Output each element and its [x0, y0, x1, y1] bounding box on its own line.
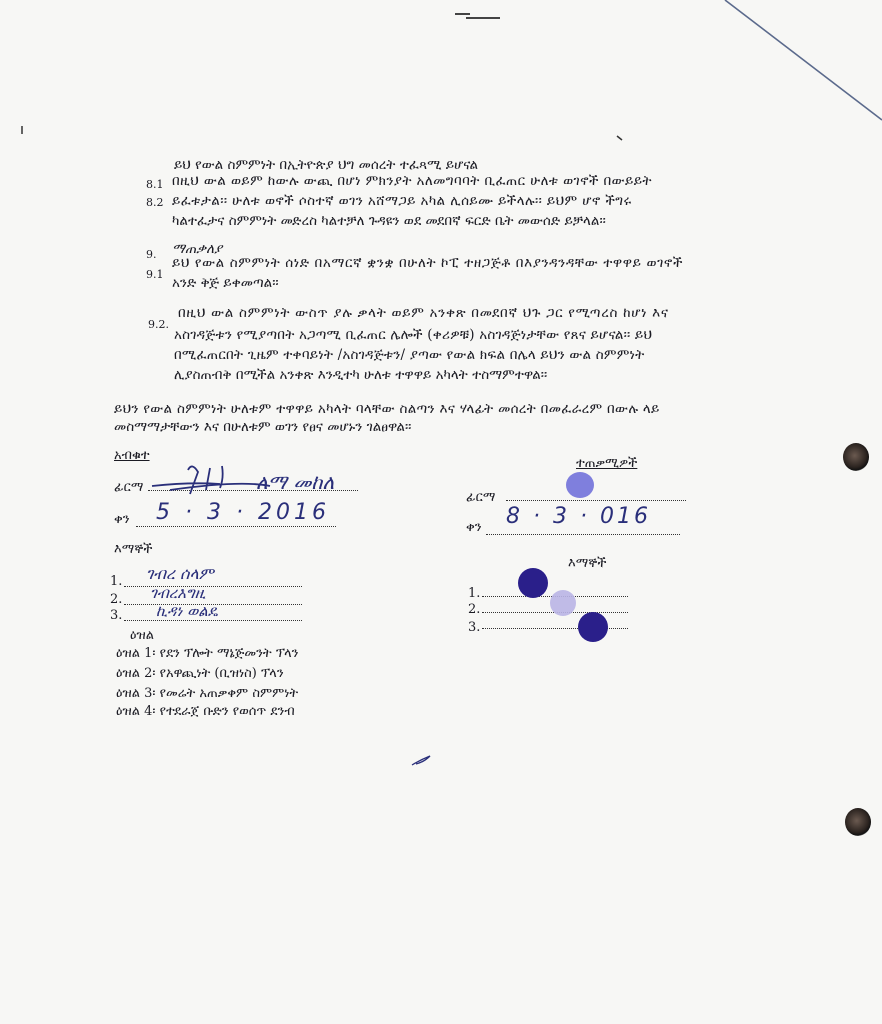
witness-signature: ገብረእግዚ — [150, 584, 206, 602]
witness-signature: ኪዳነ ወልዴ — [156, 602, 218, 620]
witness-number: 1. — [468, 586, 481, 601]
clause-text-line: በዚህ ውል ወይም ከውሉ ውጪ በሆነ ምክንያት አለመግባባት ቢፈጠር ሁለቱ ወገኖች በውይይት — [172, 173, 652, 189]
section-number: 9. — [146, 248, 157, 261]
tick-mark — [617, 136, 622, 140]
left-party-heading: አብቁተ — [114, 448, 150, 463]
left-signature-handwriting: ለማ መከለ — [256, 470, 335, 494]
clause-text-line: ይፈቱታል፡፡ ሁለቱ ወኖች ሶስተኛ ወገን አሸማጋይ አካል ሊሰይሙ ይችላሉ፡፡ ይህም ሆኖ ችግሩ — [172, 193, 632, 209]
thumbprint-stamp — [550, 590, 576, 616]
thumbprint-stamp — [518, 568, 548, 598]
clause-text-line: አንድ ቅጅ ይቀመጣል፡፡ — [172, 275, 279, 291]
right-signature-line — [506, 486, 686, 501]
witness-number: 3. — [468, 620, 481, 635]
witness-number: 1. — [110, 574, 123, 589]
clause-text-line: ይህ የውል ስምምነት ሰነድ በአማርኛ ቋንቋ በሁለት ኮፒ ተዘጋጅቶ በእያንዳንዳቸው ተዋዋይ ወገኖች — [172, 255, 684, 271]
witness-number: 2. — [468, 602, 481, 617]
declaration-line: መስማማታቸውን እና በሁለቱም ወገን የፀና መሆኑን ገልፀዋል፡፡ — [114, 419, 412, 435]
staple-mark — [455, 14, 500, 18]
clause-number: 8.2 — [146, 196, 164, 209]
left-witnesses-heading: እማኞች — [114, 542, 153, 557]
attachment-item: ዕዝል 2፡ የአዋጪነት (ቢዝነስ) ፕላን — [116, 666, 284, 681]
clause-text-line: በሚፈጠርበት ጊዜም ተቀባይነት /አስገዳጅቱን/ ያጣው የውል ክፍል በሌላ ይህን ውል ስምምነት — [174, 347, 645, 363]
thumbprint-stamp — [566, 472, 594, 498]
attachment-item: ዕዝል 3፡ የመሬት አጠቃቀም ስምምነት — [116, 686, 299, 701]
clause-number: 8.1 — [146, 178, 164, 191]
declaration-line: ይህን የውል ስምምነት ሁለቱም ተዋዋይ አካላት ባላቸው ስልጣን እና ሃላፊት መሰረት በመፈራረም በውሉ ላይ — [114, 401, 660, 417]
punch-hole-bottom — [845, 808, 871, 836]
clause-text: ይህ የውል ስምምነት በኢትዮጵያ ህግ መሰረት ተፈጻሚ ይሆናል — [174, 157, 479, 173]
left-signature-label: ፊርማ — [114, 480, 144, 495]
right-party-heading: ተጠቃሚዎች — [576, 456, 638, 471]
right-date-value: 8 · 3 · 016 — [506, 504, 651, 529]
corner-fold-line — [725, 0, 882, 120]
punch-hole-top — [843, 443, 869, 471]
left-date-value: 5 · 3 · 2016 — [156, 500, 330, 525]
right-date-label: ቀን — [466, 520, 482, 535]
clause-text-line: አስገዳጅቱን የሚያጣበት አጋጣሚ ቢፈጠር ሌሎች (ቀሪዎቹ) አስገዳጅነታቸው የጸና ይሆናል፡፡ ይህ — [174, 327, 653, 343]
witness-signature: ገብረ ሰላም — [146, 564, 214, 583]
right-witnesses-heading: እማኞች — [568, 556, 607, 571]
clause-number: 9.1 — [146, 268, 164, 281]
attachment-item: ዕዝል 1፡ የደን ፕሎት ማኔጅመንት ፕላን — [116, 646, 299, 661]
left-date-label: ቀን — [114, 512, 130, 527]
pen-squiggle — [412, 756, 430, 765]
witness-number: 2. — [110, 592, 123, 607]
right-signature-label: ፊርማ — [466, 490, 496, 505]
attachments-heading: ዕዝል — [130, 628, 155, 643]
clause-text-line: ካልተፈታና ስምምነት መድረስ ካልተቻለ ጉዳዩን ወደ መደበኛ ፍርድ ቤት መውሰድ ይቻላል፡፡ — [172, 213, 606, 229]
clause-text-line: ሊያስጠብቅ በሚችል አንቀጽ እንዲተካ ሁለቱ ተዋዋይ አካላት ተስማምተዋል፡፡ — [174, 367, 548, 383]
clause-number: 9.2. — [148, 318, 169, 331]
section-title: ማጠቃለያ — [172, 241, 223, 257]
thumbprint-stamp — [578, 612, 608, 642]
witness-number: 3. — [110, 608, 123, 623]
attachment-item: ዕዝል 4፡ የተደራጀ ቡድን የወሰጥ ደንብ — [116, 704, 295, 719]
clause-text-line: በዚህ ውል ስምምነት ውስጥ ያሉ ቃላት ወይም አንቀጽ በመደበኛ ህጉ ጋር የሚጣረስ ከሆነ እና — [178, 305, 669, 321]
